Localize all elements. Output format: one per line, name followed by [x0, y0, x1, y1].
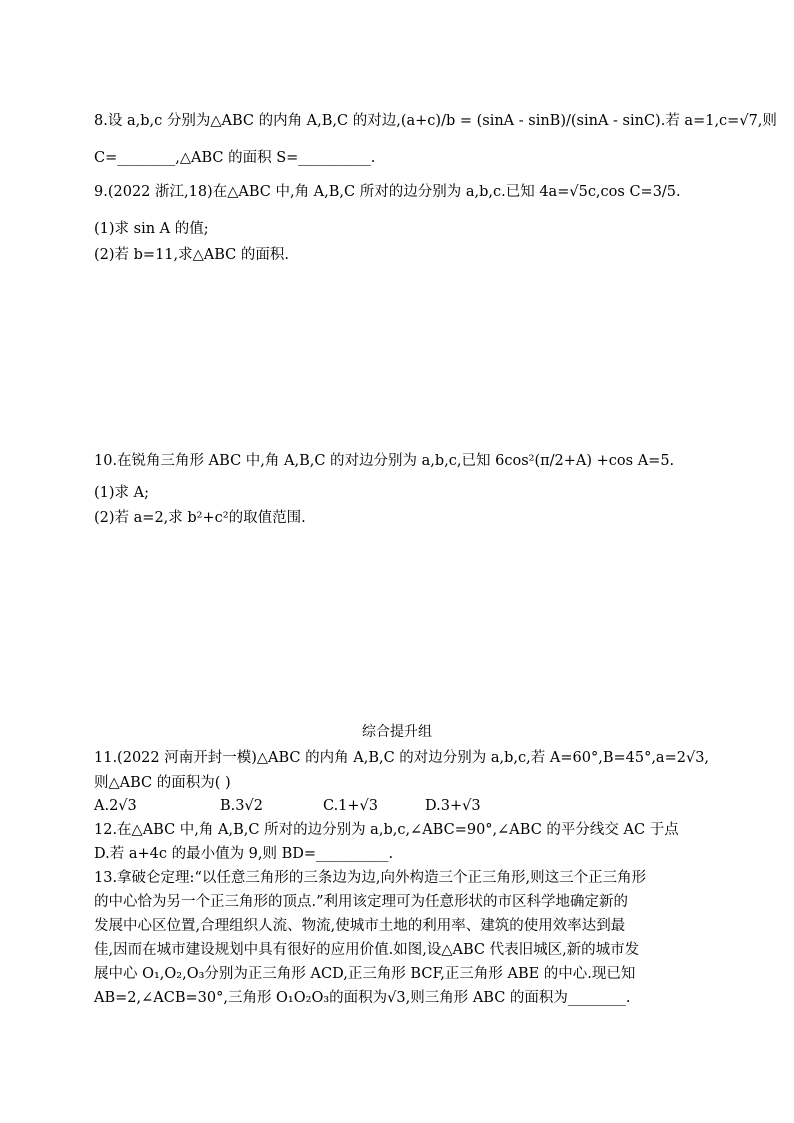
- q12-line2: D.若 a+4c 的最小值为 9,则 BD=__________.: [94, 846, 394, 862]
- q13-line4: 佳,因而在城市建设规划中具有很好的应用价值.如图,设△ABC 代表旧城区,新的城市发: [94, 942, 640, 958]
- q13-line1: 13.拿破仑定理:“以任意三角形的三条边为边,向外构造三个正三角形,则这三个正三角形: [94, 870, 647, 886]
- section-title: 综合提升组: [362, 724, 432, 740]
- q10-stem: 10.在锐角三角形 ABC 中,角 A,B,C 的对边分别为 a,b,c,已知 6cos²(π/2+A) +cos A=5.: [94, 453, 675, 469]
- q13-line2: 的中心恰为另一个正三角形的顶点.”利用该定理可为任意形状的市区科学地确定新的: [94, 894, 629, 910]
- q13-line3: 发展中心区位置,合理组织人流、物流,使城市土地的利用率、建筑的使用效率达到最: [94, 918, 626, 934]
- q10-part2: (2)若 a=2,求 b²+c²的取值范围.: [94, 510, 306, 526]
- q11-line2: 则△ABC 的面积为( ): [94, 775, 231, 791]
- q9-part2: (2)若 b=11,求△ABC 的面积.: [94, 247, 289, 263]
- q8-line2: C=________,△ABC 的面积 S=__________.: [94, 150, 376, 166]
- q8-line1: 8.设 a,b,c 分别为△ABC 的内角 A,B,C 的对边,(a+c)/b = (sinA - sinB)/(sinA - sinC).若 a=1,c=√7,则: [94, 113, 777, 129]
- q13-line5: 展中心 O₁,O₂,O₃分别为正三角形 ACD,正三角形 BCF,正三角形 ABE 的中心.现已知: [94, 966, 636, 982]
- q12-line1: 12.在△ABC 中,角 A,B,C 所对的边分别为 a,b,c,∠ABC=90°,∠ABC 的平分线交 AC 于点: [94, 822, 679, 838]
- q13-line6: AB=2,∠ACB=30°,三角形 O₁O₂O₃的面积为√3,则三角形 ABC 的面积为________.: [94, 990, 631, 1006]
- q11-option-a: A.2√3: [94, 798, 137, 814]
- q9-part1: (1)求 sin A 的值;: [94, 221, 209, 237]
- q11-option-c: C.1+√3: [323, 798, 379, 814]
- q9-stem: 9.(2022 浙江,18)在△ABC 中,角 A,B,C 所对的边分别为 a,b,c.已知 4a=√5c,cos C=3/5.: [94, 184, 681, 200]
- q10-part1: (1)求 A;: [94, 485, 150, 501]
- q11-option-b: B.3√2: [220, 798, 263, 814]
- q11-line1: 11.(2022 河南开封一模)△ABC 的内角 A,B,C 的对边分别为 a,b,c,若 A=60°,B=45°,a=2√3,: [94, 750, 710, 766]
- q11-option-d: D.3+√3: [425, 798, 481, 814]
